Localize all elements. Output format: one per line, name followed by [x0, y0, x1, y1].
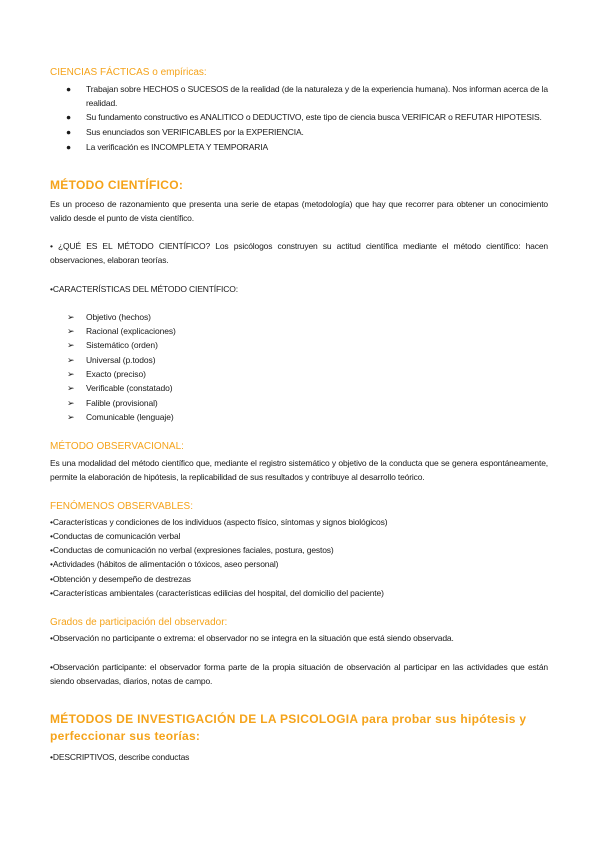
caracteristica-item: Verificable (constatado) — [86, 383, 173, 393]
metodo-cientifico-title: MÉTODO CIENTÍFICO: — [50, 178, 184, 192]
observacion-no-participante: •Observación no participante o extrema: el observador no se integra en la situación que está siendo observada. — [50, 633, 454, 643]
ciencias-item-2: Su fundamento constructivo es ANALITICO o DEDUCTIVO, este tipo de ciencia busca VERIFICAR o REFUTAR HIPOTESIS. — [86, 112, 542, 122]
arrow-bullet-icon: ➢ — [67, 398, 75, 408]
metodo-descriptivo-item: •DESCRIPTIVOS, describe conductas — [50, 752, 190, 762]
metodo-observacional-title: MÉTODO OBSERVACIONAL: — [50, 441, 184, 452]
arrow-bullet-icon: ➢ — [67, 312, 75, 322]
arrow-bullet-icon: ➢ — [67, 355, 75, 365]
caracteristica-item: Sistemático (orden) — [86, 340, 158, 350]
bullet-dot-icon: ● — [66, 142, 72, 152]
caracteristica-item: Exacto (preciso) — [86, 369, 146, 379]
arrow-bullet-icon: ➢ — [67, 383, 75, 393]
fenomeno-item: •Obtención y desempeño de destrezas — [50, 574, 191, 584]
metodo-cientifico-intro: Es un proceso de razonamiento que presenta una serie de etapas (metodología) que hay que recorrer para obtener un conocimiento valido desde el punto de vista científico. — [50, 199, 548, 223]
arrow-bullet-icon: ➢ — [67, 340, 75, 350]
caracteristica-item: Falible (provisional) — [86, 398, 158, 408]
fenomenos-title: FENÓMENOS OBSERVABLES: — [50, 501, 194, 512]
grados-title: Grados de participación del observador: — [50, 617, 228, 628]
bullet-dot-icon: ● — [66, 127, 72, 137]
bullet-dot-icon: ● — [66, 112, 72, 122]
ciencias-item-4: La verificación es INCOMPLETA Y TEMPORARIA — [86, 142, 269, 152]
ciencias-item-3: Sus enunciados son VERIFICABLES por la EXPERIENCIA. — [86, 127, 304, 137]
caracteristica-item: Comunicable (lenguaje) — [86, 412, 174, 422]
caracteristica-item: Racional (explicaciones) — [86, 326, 176, 336]
arrow-bullet-icon: ➢ — [67, 369, 75, 379]
fenomeno-item: •Características y condiciones de los individuos (aspecto físico, síntomas y signos biológicos) — [50, 517, 388, 527]
ciencias-facticas-title: CIENCIAS FÁCTICAS o empíricas: — [50, 67, 207, 78]
ciencias-item-1: Trabajan sobre HECHOS o SUCESOS de la realidad (de la naturaleza y de la experiencia humana). Nos informan acerca de la realidad. — [86, 84, 548, 108]
arrow-bullet-icon: ➢ — [67, 412, 75, 422]
caracteristica-item: Universal (p.todos) — [86, 355, 156, 365]
caracteristicas-title: •CARACTERÍSTICAS DEL MÉTODO CIENTÍFICO: — [50, 284, 238, 294]
observacion-participante: •Observación participante: el observador forma parte de la propia situación de observación al participar en las actividades que están siendo observadas, diarios, notas de campo. — [50, 662, 548, 686]
metodo-observacional-text: Es una modalidad del método científico que, mediante el registro sistemático y objetivo de la conducta que se genera espontáneamente, permite la elaboración de hipótesis, la replicabilidad de sus resultados y contribuye al desarrollo teórico. — [50, 458, 548, 482]
fenomeno-item: •Conductas de comunicación no verbal (expresiones faciales, postura, gestos) — [50, 545, 334, 555]
fenomeno-item: •Conductas de comunicación verbal — [50, 531, 181, 541]
fenomeno-item: •Características ambientales (características edilicias del hospital, del domicilio del paciente) — [50, 588, 384, 598]
metodos-investigacion-title: MÉTODOS DE INVESTIGACIÓN DE LA PSICOLOGIA para probar sus hipótesis y perfeccionar sus teorías: — [50, 712, 527, 743]
arrow-bullet-icon: ➢ — [67, 326, 75, 336]
metodo-cientifico-que-es: • ¿QUÉ ES EL MÉTODO CIENTÍFICO? Los psicólogos construyen su actitud científica mediante el método científico: hacen observaciones, elaboran teorías. — [50, 241, 548, 265]
bullet-dot-icon: ● — [66, 84, 72, 94]
fenomeno-item: •Actividades (hábitos de alimentación o tóxicos, aseo personal) — [50, 559, 279, 569]
caracteristica-item: Objetivo (hechos) — [86, 312, 151, 322]
